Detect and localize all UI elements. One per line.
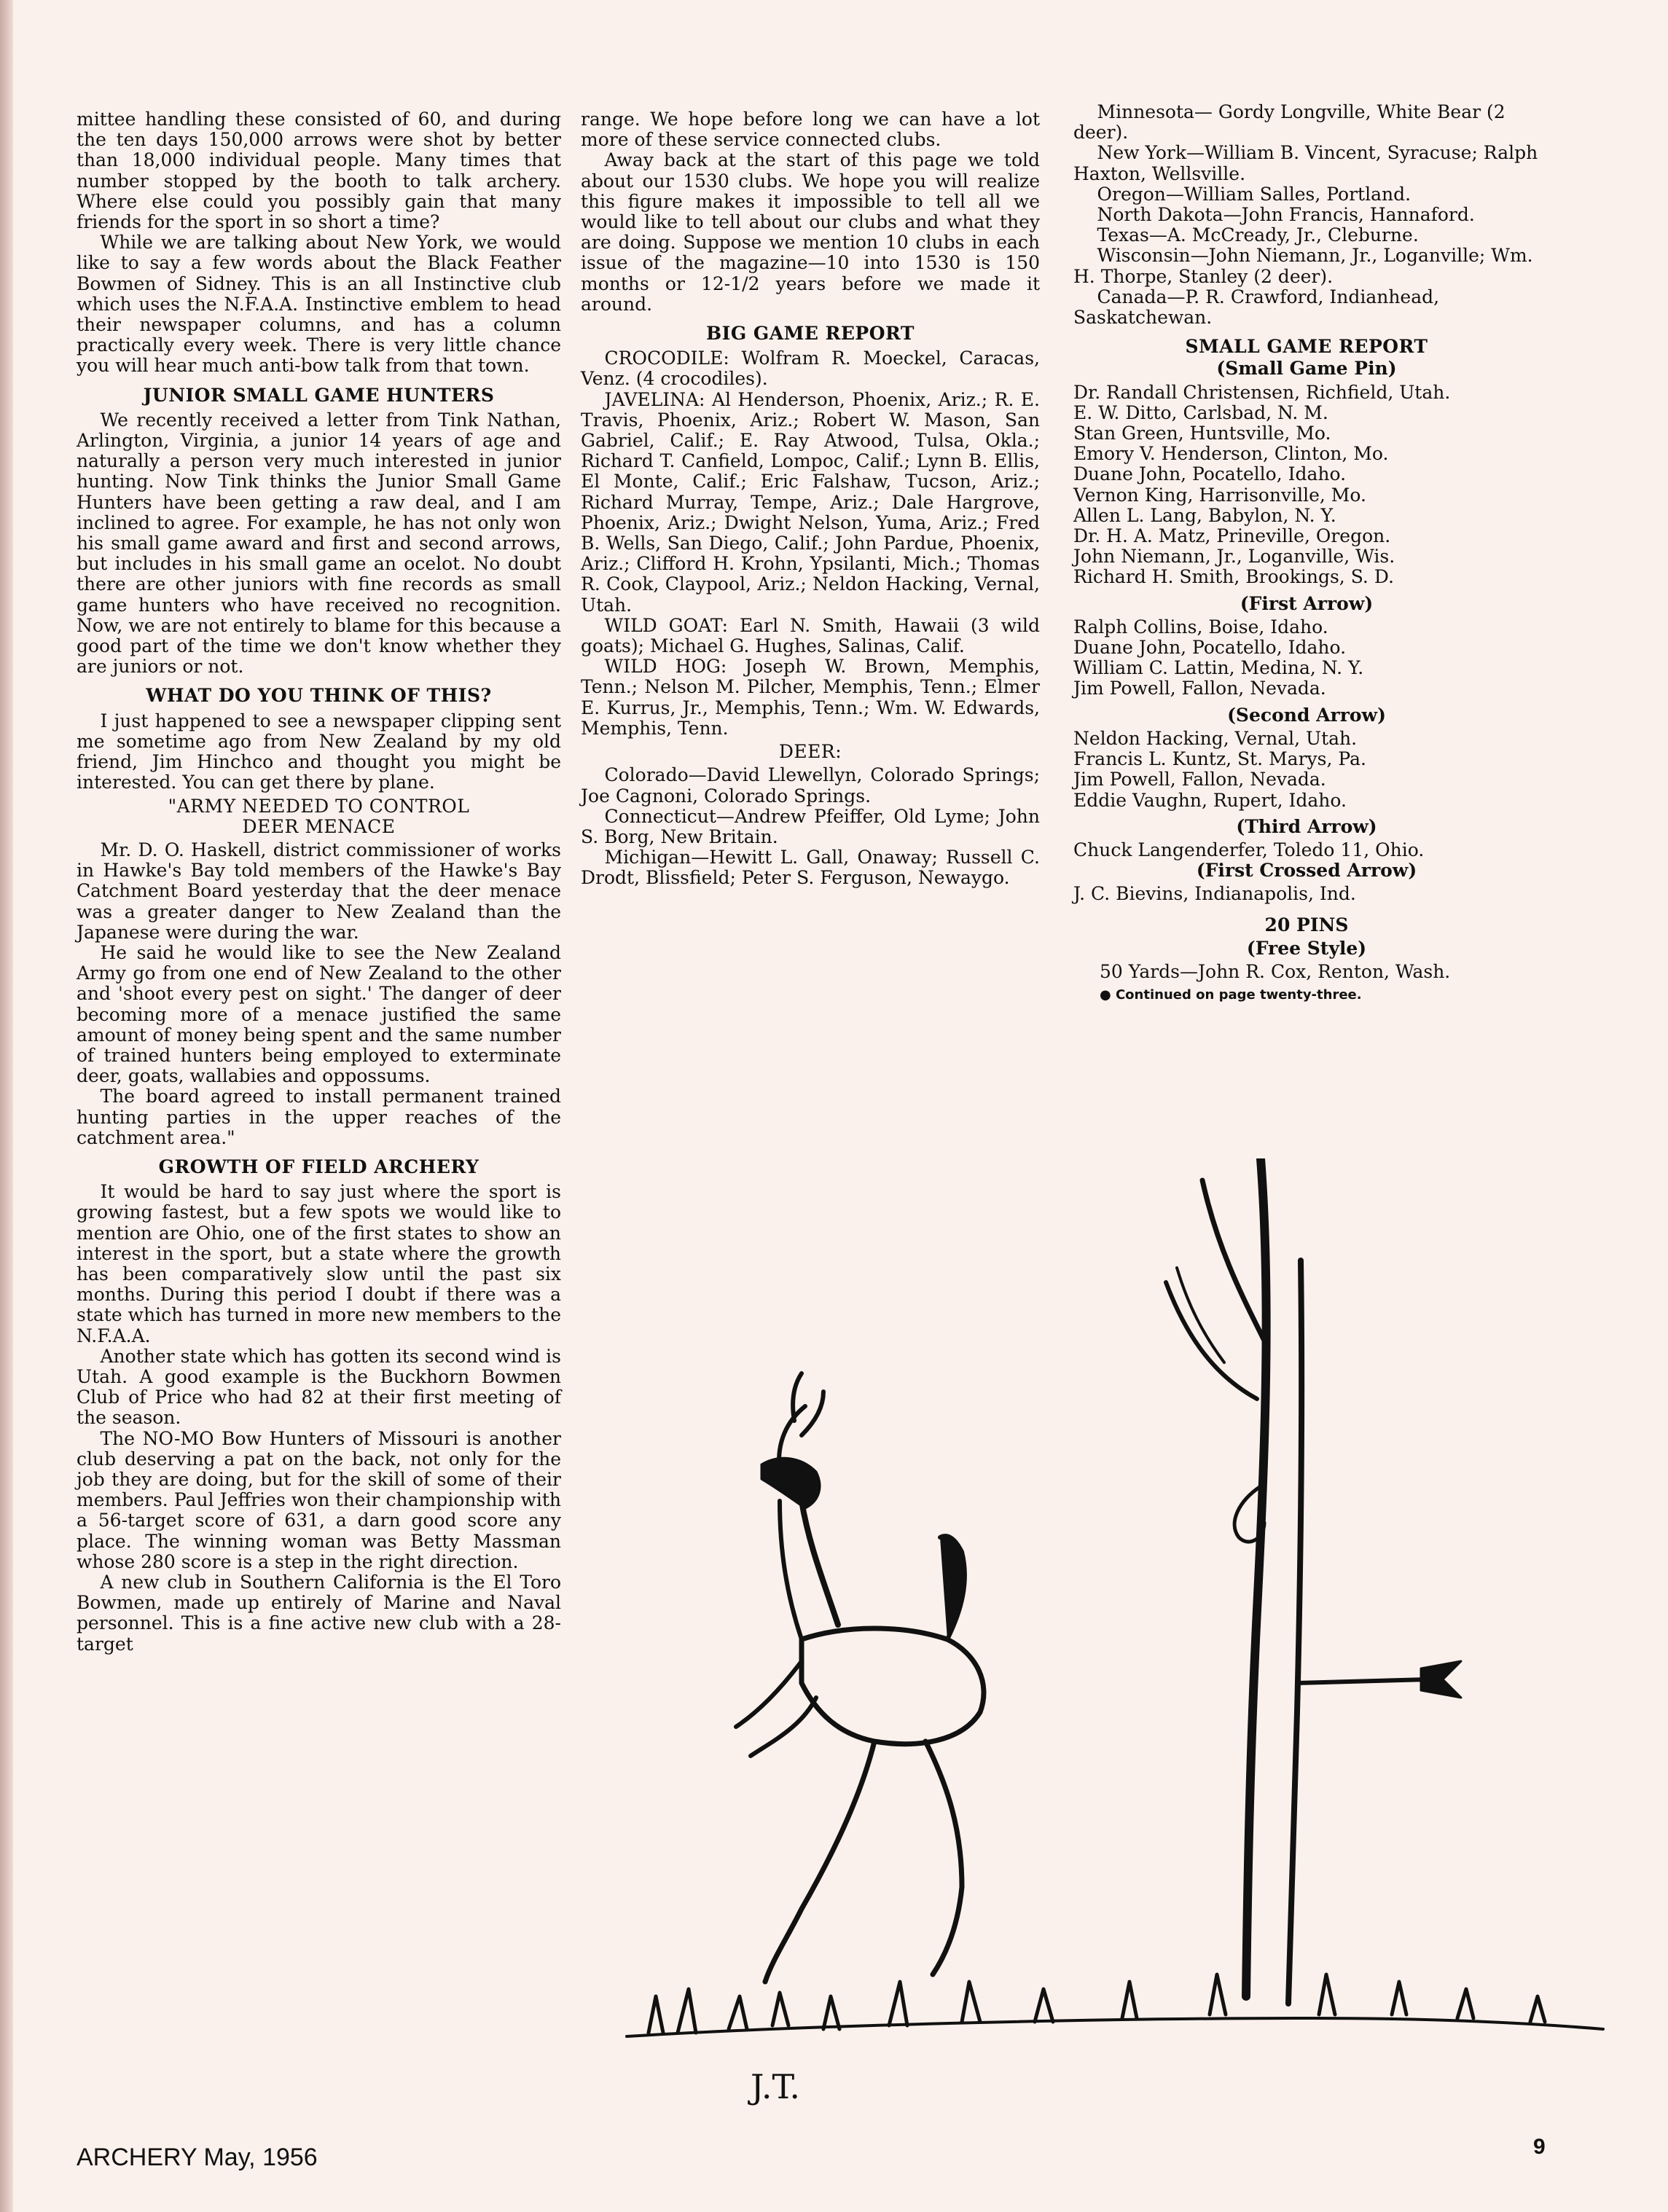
tree-branch: [1202, 1180, 1264, 1341]
section-subheading: (Second Arrow): [1227, 704, 1386, 726]
report-entry: North Dakota—John Francis, Hannaford.: [1097, 204, 1475, 226]
tree-trunk: [1288, 1260, 1301, 2004]
arrow-fletching: [1421, 1661, 1461, 1698]
list-item: Ralph Collins, Boise, Idaho.: [1073, 616, 1328, 638]
deer-antler: [779, 1373, 823, 1472]
crossed-arrow-list: [1073, 884, 1540, 904]
paragraph: I just happened to see a newspaper clipping sent me sometime ago from New Zealand by my old friend, Jim Hinchco and thought you might be interested. You can get there by plane.: [77, 710, 561, 793]
list-item: Allen L. Lang, Babylon, N. Y.: [1073, 504, 1336, 526]
paragraph: mittee handling these consisted of 60, and during the ten days 150,000 arrows were shot by better than 18,000 individual people. Many times that number stopped by the booth to talk archery. Where else could you possibly gain that many friends for the sport in so short a time?: [77, 109, 561, 233]
list-item: J. C. Bievins, Indianapolis, Ind.: [1073, 883, 1356, 905]
column-middle: [581, 109, 1040, 889]
report-entry: Minnesota— Gordy Longville, White Bear (2 deer).: [1073, 101, 1505, 144]
report-entry: Canada—P. R. Crawford, Indianhead, Saskatchewan.: [1073, 286, 1440, 329]
deer-neck: [780, 1501, 802, 1639]
page-number: 9: [1533, 2135, 1546, 2159]
paragraph: It would be hard to say just where the sport is growing fastest, but a few spots we would like to mention are Ohio, one of the first states to show an interest in the sport, but a state where the growth has been comparatively slow until the past six months. During this period I doubt if there was a state which has turned in more new members to the N.F.A.A.: [77, 1181, 561, 1346]
paragraph: Mr. D. O. Haskell, district commissioner of works in Hawke's Bay told members of the Hawke's Bay Catchment Board yesterday that the deer menace was a greater danger to New Zealand than the Japanese were during the war.: [77, 839, 561, 943]
section-subheading: (First Arrow): [1240, 592, 1374, 614]
list-item: E. W. Ditto, Carlsbad, N. M.: [1073, 401, 1328, 423]
page-spine-shadow: [0, 0, 13, 2212]
report-entry: WILD HOG: Joseph W. Brown, Memphis, Tenn.; Nelson M. Pilcher, Memphis, Tenn.; Elmer E. Kurrus, Jr., Memphis, Tenn.; Wm. W. Edwards, Memphis, Tenn.: [581, 656, 1040, 739]
list-item: Duane John, Pocatello, Idaho.: [1073, 637, 1347, 659]
list-item: Richard H. Smith, Brookings, S. D.: [1073, 566, 1394, 588]
first-arrow-list: [1073, 617, 1540, 699]
list-item: Jim Powell, Fallon, Nevada.: [1073, 678, 1326, 699]
deer-tail: [940, 1536, 965, 1639]
section-heading: WHAT DO YOU THINK OF THIS?: [146, 685, 492, 707]
free-style-list: [1073, 962, 1540, 982]
list-item: Chuck Langenderfer, Toledo 11, Ohio.: [1073, 839, 1425, 860]
report-entry: Texas—A. McCready, Jr., Cleburne.: [1097, 224, 1419, 246]
paragraph: A new club in Southern California is the El Toro Bowmen, made up entirely of Marine and Naval personnel. This is a fine active new club with a 28-target: [77, 1572, 561, 1655]
continued-note: ● Continued on page twenty-three.: [1100, 987, 1362, 1003]
section-subheading: (Small Game Pin): [1216, 358, 1397, 380]
magazine-footer: ARCHERY May, 1956: [77, 2144, 318, 2171]
arrow-shaft: [1297, 1679, 1428, 1683]
deer-hindleg: [925, 1741, 962, 1974]
clipping-headline-line: DEER MENACE: [242, 815, 396, 837]
section-subheading: (Free Style): [1246, 937, 1367, 959]
report-entry: Oregon—William Salles, Portland.: [1097, 183, 1411, 205]
subsection-heading: DEER:: [778, 741, 842, 763]
list-item: John Niemann, Jr., Loganville, Wis.: [1073, 546, 1395, 568]
deer-head: [761, 1458, 820, 1508]
report-entry: JAVELINA: Al Henderson, Phoenix, Ariz.; R. E. Travis, Phoenix, Ariz.; Robert W. Mason, San Gabriel, Calif.; E. Ray Atwood, Tulsa, Okla.; Richard T. Canfield, Lompoc, Calif.; Lynn B. Ellis, El Monte, Calif.; Eric Falshaw, Tucson, Ariz.; Richard Murray, Tempe, Ariz.; Dale Hargrove, Phoenix, Ariz.; Dwight Nelson, Yuma, Ariz.; Fred B. Wells, San Diego, Calif.; John Pardue, Phoenix, Ariz.; Clifford H. Krohn, Ypsilanti, Mich.; Thomas R. Cook, Claypool, Ariz.; Neldon Hacking, Vernal, Utah.: [581, 388, 1040, 616]
list-item: Emory V. Henderson, Clinton, Mo.: [1073, 443, 1389, 465]
second-arrow-list: [1073, 729, 1540, 811]
report-entry: Colorado—David Llewellyn, Colorado Springs; Joe Cagnoni, Colorado Springs.: [581, 764, 1040, 807]
list-item: 50 Yards—John R. Cox, Renton, Wash.: [1100, 960, 1451, 982]
report-entry: Wisconsin—John Niemann, Jr., Loganville; Wm. H. Thorpe, Stanley (2 deer).: [1073, 245, 1533, 287]
paragraph: We recently received a letter from Tink Nathan, Arlington, Virginia, a junior 14 years of age and naturally a person very much interested in junior hunting. Now Tink thinks the Junior Small Game Hunters have been getting a raw deal, and I am inclined to agree. For example, he has not only won his small game award and first and second arrows, but includes in his small game an ocelot. No doubt there are other juniors with fine records as small game hunters who have received no recognition. Now, we are not entirely to blame for this because a good part of the time we don't know whether they are juniors or not.: [77, 409, 561, 678]
section-heading: BIG GAME REPORT: [706, 323, 915, 345]
list-item: Jim Powell, Fallon, Nevada.: [1073, 769, 1326, 791]
tree-trunk: [1246, 1158, 1266, 1996]
report-entry: CROCODILE: Wolfram R. Moeckel, Caracas, Venz. (4 crocodiles).: [581, 348, 1040, 390]
paragraph: range. We hope before long we can have a lot more of these service connected clubs.: [581, 109, 1040, 151]
section-heading: GROWTH OF FIELD ARCHERY: [158, 1156, 479, 1177]
report-entry: New York—William B. Vincent, Syracuse; Ralph Haxton, Wellsville.: [1073, 142, 1538, 184]
paragraph: Another state which has gotten its second wind is Utah. A good example is the Buckhorn Bowmen Club of Price who had 82 at their first meeting of the season.: [77, 1345, 561, 1429]
deer-body: [802, 1628, 984, 1744]
paragraph: He said he would like to see the New Zealand Army go from one end of New Zealand to the other and 'shoot every pest on sight.' The danger of deer becoming more of a menace justified the same amount of money being spent and the same number of trained hunters being employed to exterminate deer, goats, wallabies and oppossums.: [77, 941, 561, 1087]
list-item: Duane John, Pocatello, Idaho.: [1073, 463, 1347, 485]
column-right: [1073, 102, 1540, 1005]
section-subheading: (First Crossed Arrow): [1196, 860, 1417, 882]
deer-hindleg: [765, 1741, 874, 1982]
third-arrow-list: [1073, 840, 1540, 860]
list-item: Neldon Hacking, Vernal, Utah.: [1073, 727, 1358, 749]
paragraph: The NO-MO Bow Hunters of Missouri is another club deserving a pat on the back, not only for the job they are doing, but for the skill of some of their members. Paul Jeffries won their championship with a 56-target score of 631, a darn good score any place. The winning woman was Betty Massman whose 280 score is a step in the right direction.: [77, 1427, 561, 1572]
section-heading: JUNIOR SMALL GAME HUNTERS: [143, 384, 495, 406]
list-item: Francis L. Kuntz, St. Marys, Pa.: [1073, 748, 1366, 770]
list-item: Dr. H. A. Matz, Prineville, Oregon.: [1073, 525, 1391, 547]
deer-neck: [802, 1501, 838, 1625]
paragraph: While we are talking about New York, we would like to say a few words about the Black Feather Bowmen of Sidney. This is an all Instinctive club which uses the N.F.A.A. Instinctive emblem to head their newspaper columns, and has a column practically every week. There is very little chance you will hear much anti-bow talk from that town.: [77, 232, 561, 377]
clipping-headline: [77, 796, 561, 837]
small-game-pin-list: [1073, 383, 1540, 588]
paragraph: Away back at the start of this page we told about our 1530 clubs. We hope you will realize this figure makes it impossible to tell all we would like to tell about our clubs and what they are doing. Suppose we mention 10 clubs in each issue of the magazine—10 into 1530 is 150 months or 12-1/2 years before we made it around.: [581, 149, 1040, 315]
section-heading: 20 PINS: [1264, 914, 1349, 936]
report-entry: Connecticut—Andrew Pfeiffer, Old Lyme; John S. Borg, New Britain.: [581, 805, 1040, 847]
paragraph: The board agreed to install permanent trained hunting parties in the upper reaches of the catchment area.": [77, 1086, 561, 1148]
artist-signature: J.T.: [751, 2067, 801, 2106]
section-heading: SMALL GAME REPORT: [1185, 336, 1428, 358]
list-item: Eddie Vaughn, Rupert, Idaho.: [1073, 789, 1347, 811]
list-item: Stan Green, Huntsville, Mo.: [1073, 423, 1331, 444]
list-item: Dr. Randall Christensen, Richfield, Utah.: [1073, 381, 1451, 403]
section-subheading: (Third Arrow): [1236, 815, 1377, 837]
list-item: Vernon King, Harrisonville, Mo.: [1073, 484, 1366, 506]
report-entry: Michigan—Hewitt L. Gall, Onaway; Russell C. Drodt, Blissfield; Peter S. Ferguson, Newaygo.: [581, 847, 1040, 889]
grass: [649, 1974, 1545, 2033]
deer-and-tree-illustration: [583, 1158, 1625, 2120]
column-left: [77, 109, 561, 1655]
report-entry: WILD GOAT: Earl N. Smith, Hawaii (3 wild goats); Michael G. Hughes, Salinas, Calif.: [581, 614, 1040, 657]
list-item: William C. Lattin, Medina, N. Y.: [1073, 657, 1364, 679]
clipping-headline-line: "ARMY NEEDED TO CONTROL: [168, 795, 470, 817]
